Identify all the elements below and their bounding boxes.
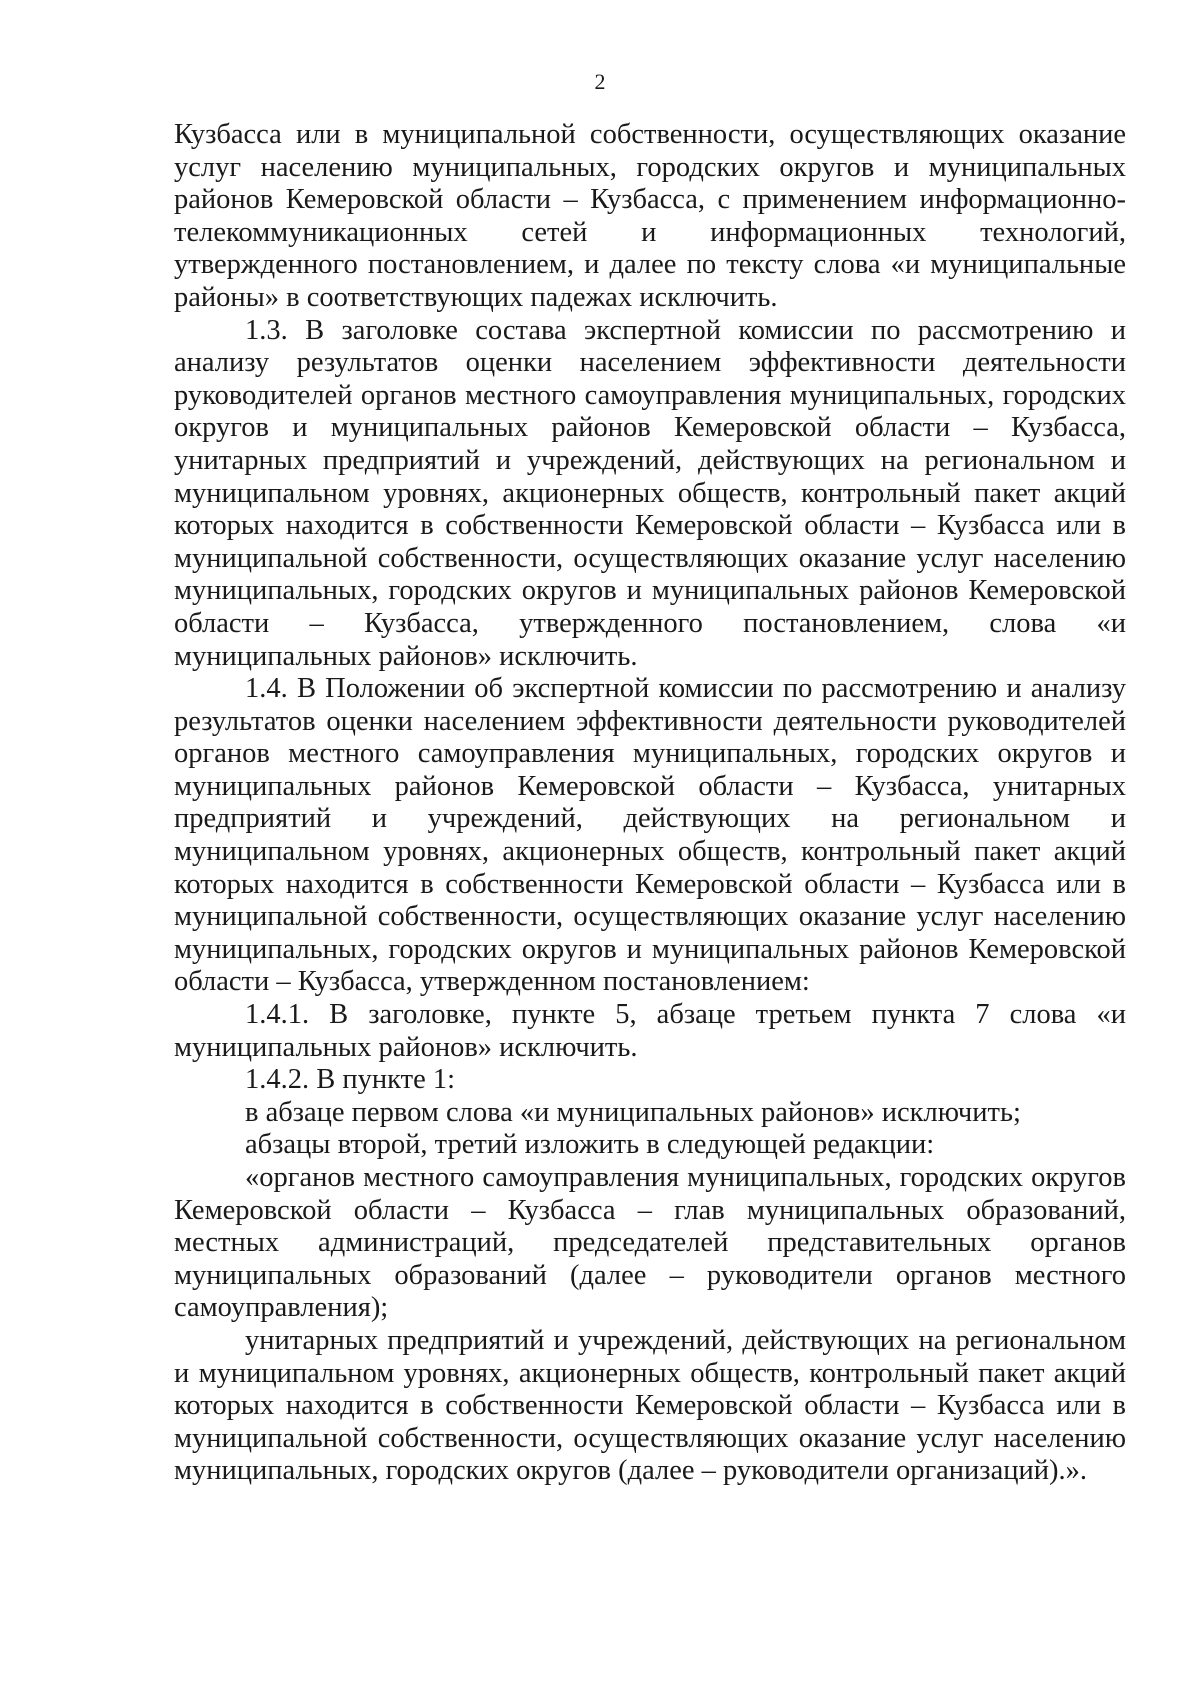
paragraph-quote-organs: «органов местного самоуправления муниципальных, городских округов Кемеровской области – Кузбасса – глав муниципальных образований, местных администраций, председателей представительных органов муниципальных образований (далее – руководители органов местного самоуправления); xyxy=(174,1162,1126,1324)
paragraph-second-third-abzac: абзацы второй, третий изложить в следующей редакции: xyxy=(245,1129,935,1161)
paragraph-1-4-2: 1.4.2. В пункте 1: xyxy=(245,1064,456,1096)
paragraph-1-4: 1.4. В Положении об экспертной комиссии по рассмотрению и анализу результатов оценки населением эффективности деятельности руководителей органов местного самоуправления муниципальных, городских округов и муниципальных районов Кемеровской области – Кузбасса, унитарных предприятий и учреждений, действующих на региональном и муниципальном уровнях, акционерных обществ, контрольный пакет акций которых находится в собственности Кемеровской области – Кузбасса или в муниципальной собственности, осуществляющих оказание услуг населению муниципальных, городских округов и муниципальных районов Кемеровской области – Кузбасса, утвержденном постановлением: xyxy=(174,673,1126,998)
paragraph-first-abzac: в абзаце первом слова «и муниципальных районов» исключить; xyxy=(245,1096,1021,1128)
paragraph-1-4-1: 1.4.1. В заголовке, пункте 5, абзаце третьем пункта 7 слова «и муниципальных районов» исключить. xyxy=(174,999,1126,1063)
paragraph-intro-continuation: Кузбасса или в муниципальной собственности, осуществляющих оказание услуг населению муниципальных, городских округов и муниципальных районов Кемеровской области – Кузбасса, с применением информационно-телекоммуникационных сетей и информационных технологий, утвержденного постановлением, и далее по тексту слова «и муниципальные районы» в соответствующих падежах исключить. xyxy=(174,119,1126,313)
page-number: 2 xyxy=(594,69,606,94)
paragraph-quote-enterprises: унитарных предприятий и учреждений, действующих на региональном и муниципальном уровнях, акционерных обществ, контрольный пакет акций которых находится в собственности Кемеровской области – Кузбасса или в муниципальной собственности, осуществляющих оказание услуг населению муниципальных, городских округов (далее – руководители организаций).». xyxy=(174,1324,1126,1487)
paragraph-1-3: 1.3. В заголовке состава экспертной комиссии по рассмотрению и анализу результатов оценки населением эффективности деятельности руководителей органов местного самоуправления муниципальных, городских округов и муниципальных районов Кемеровской области – Кузбасса, унитарных предприятий и учреждений, действующих на региональном и муниципальном уровнях, акционерных обществ, контрольный пакет акций которых находится в собственности Кемеровской области – Кузбасса или в муниципальной собственности, осуществляющих оказание услуг населению муниципальных, городских округов и муниципальных районов Кемеровской области – Кузбасса, утвержденного постановлением, слова «и муниципальных районов» исключить. xyxy=(174,314,1126,672)
document-body xyxy=(174,119,1126,1488)
